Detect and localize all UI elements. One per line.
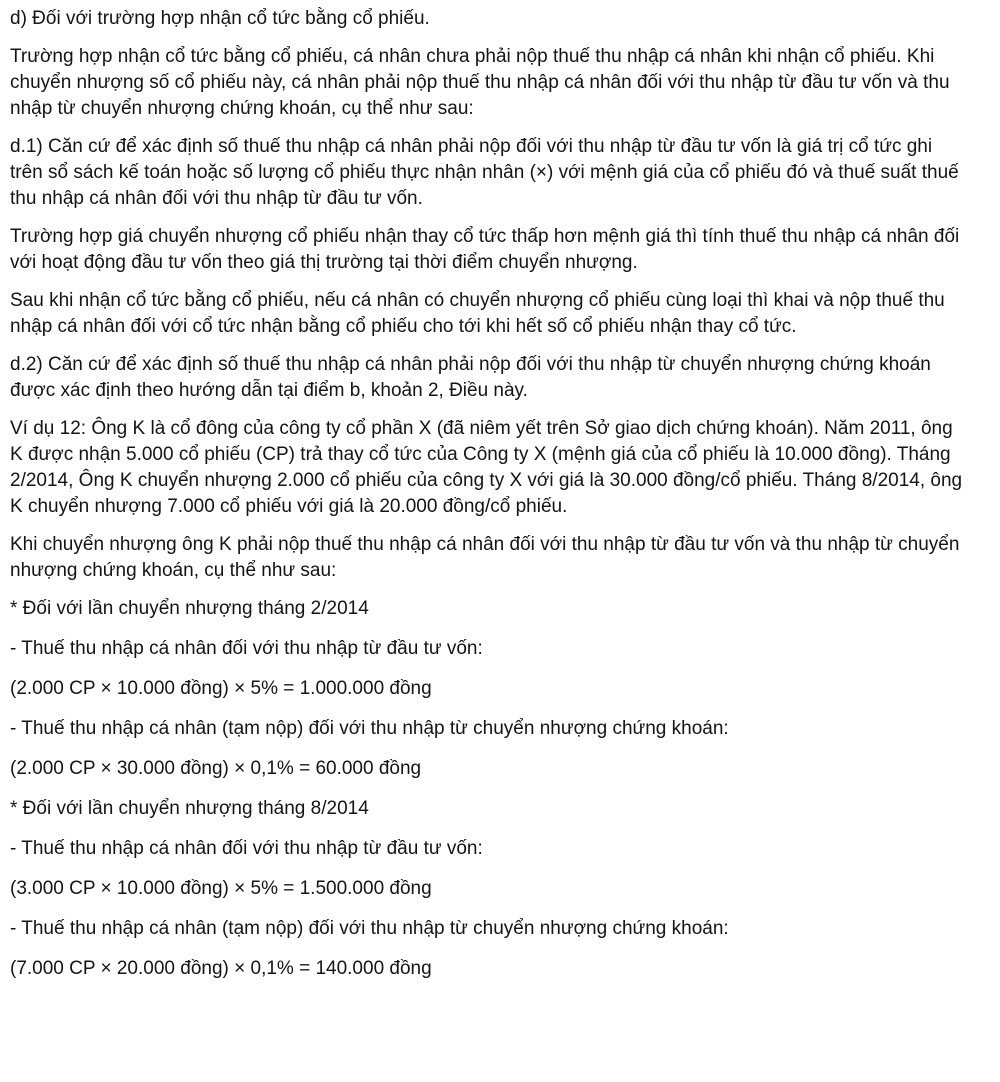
calc-label: - Thuế thu nhập cá nhân đối với thu nhập từ đầu tư vốn:: [10, 838, 483, 859]
calc-label: - Thuế thu nhập cá nhân (tạm nộp) đối với thu nhập từ chuyển nhượng chứng khoán:: [10, 918, 729, 939]
case-heading: * Đối với lần chuyển nhượng tháng 8/2014: [10, 798, 369, 819]
paragraph: Trường hợp giá chuyển nhượng cổ phiếu nhận thay cổ tức thấp hơn mệnh giá thì tính thuế thu nhập cá nhân đối với hoạt động đầu tư vốn theo giá thị trường tại thời điểm chuyển nhượng.: [10, 226, 960, 273]
calc-formula: (2.000 CP × 10.000 đồng) × 5% = 1.000.000 đồng: [10, 678, 432, 699]
document-body: [10, 6, 970, 996]
paragraph: Khi chuyển nhượng ông K phải nộp thuế thu nhập cá nhân đối với thu nhập từ đầu tư vốn và thu nhập từ chuyển nhượng chứng khoán, cụ thể như sau:: [10, 534, 960, 581]
section-heading: d) Đối với trường hợp nhận cổ tức bằng cổ phiếu.: [10, 8, 430, 29]
calc-formula: (3.000 CP × 10.000 đồng) × 5% = 1.500.000 đồng: [10, 878, 432, 899]
paragraph: d.2) Căn cứ để xác định số thuế thu nhập cá nhân phải nộp đối với thu nhập từ chuyển nhượng chứng khoán được xác định theo hướng dẫn tại điểm b, khoản 2, Điều này.: [10, 354, 931, 401]
example-paragraph: Ví dụ 12: Ông K là cổ đông của công ty cổ phần X (đã niêm yết trên Sở giao dịch chứng khoán). Năm 2011, ông K được nhận 5.000 cổ phiếu (CP) trả thay cổ tức của Công ty X (mệnh giá của cổ phiếu là 10.000 đồng). Tháng 2/2014, Ông K chuyển nhượng 2.000 cổ phiếu của công ty X với giá là 30.000 đồng/cổ phiếu. Tháng 8/2014, ông K chuyển nhượng 7.000 cổ phiếu với giá là 20.000 đồng/cổ phiếu.: [10, 418, 963, 517]
calc-label: - Thuế thu nhập cá nhân đối với thu nhập từ đầu tư vốn:: [10, 638, 483, 659]
calc-label: - Thuế thu nhập cá nhân (tạm nộp) đối với thu nhập từ chuyển nhượng chứng khoán:: [10, 718, 729, 739]
case-heading: * Đối với lần chuyển nhượng tháng 2/2014: [10, 598, 369, 619]
paragraph: Trường hợp nhận cổ tức bằng cổ phiếu, cá nhân chưa phải nộp thuế thu nhập cá nhân khi nhận cổ phiếu. Khi chuyển nhượng số cổ phiếu này, cá nhân phải nộp thuế thu nhập cá nhân đối với thu nhập từ đầu tư vốn và thu nhập từ chuyển nhượng chứng khoán, cụ thể như sau:: [10, 46, 950, 119]
calc-formula: (7.000 CP × 20.000 đồng) × 0,1% = 140.000 đồng: [10, 958, 432, 979]
paragraph: d.1) Căn cứ để xác định số thuế thu nhập cá nhân phải nộp đối với thu nhập từ đầu tư vốn là giá trị cổ tức ghi trên sổ sách kế toán hoặc số lượng cổ phiếu thực nhận nhân (×) với mệnh giá của cổ phiếu đó và thuế suất thuế thu nhập cá nhân đối với thu nhập từ đầu tư vốn.: [10, 136, 959, 209]
paragraph: Sau khi nhận cổ tức bằng cổ phiếu, nếu cá nhân có chuyển nhượng cổ phiếu cùng loại thì khai và nộp thuế thu nhập cá nhân đối với cổ tức nhận bằng cổ phiếu cho tới khi hết số cổ phiếu nhận thay cổ tức.: [10, 290, 945, 337]
calc-formula: (2.000 CP × 30.000 đồng) × 0,1% = 60.000 đồng: [10, 758, 422, 779]
